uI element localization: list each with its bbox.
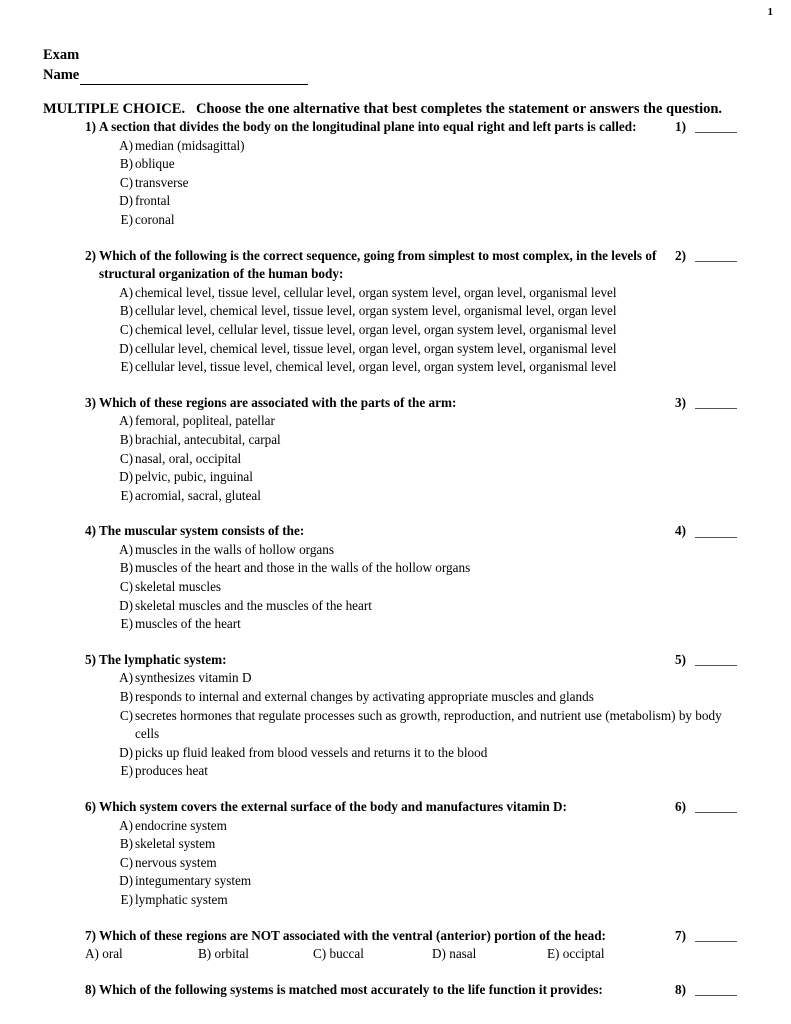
option-item[interactable] (118, 174, 736, 193)
question-body (0, 927, 791, 965)
question-number: 1) (85, 119, 96, 134)
option-letter: D) (119, 340, 133, 356)
option-item[interactable] (118, 155, 736, 174)
question-item (0, 247, 791, 377)
question-item (0, 651, 791, 781)
question-number: 8) (85, 982, 96, 998)
question-text: Which of these regions are associated with the parts of the arm: (99, 394, 457, 410)
question-item (0, 798, 791, 910)
answer-blank-line[interactable] (695, 526, 737, 538)
option-text: chemical level, tissue level, cellular level, organ system level, organ level, organismal level (135, 284, 617, 300)
option-letter: D) (119, 744, 133, 760)
option-letter: C) (119, 854, 133, 870)
option-letter: E) (120, 359, 133, 375)
question-number: 4) (85, 523, 96, 539)
question-stem (85, 981, 659, 1000)
option-letter: B) (198, 946, 212, 962)
option-letter: A) (85, 946, 99, 962)
option-letter: B) (119, 836, 133, 852)
instructions-line (43, 100, 722, 118)
option-item[interactable] (118, 891, 736, 910)
question-item (0, 118, 791, 230)
option-text: produces heat (135, 763, 208, 779)
option-item[interactable] (118, 835, 736, 854)
option-item[interactable] (118, 669, 736, 688)
option-text: skeletal muscles and the muscles of the heart (135, 597, 372, 613)
option-item[interactable] (118, 450, 736, 469)
option-text: responds to internal and external changes by activating appropriate muscles and glands (135, 689, 594, 705)
option-letter: B) (119, 560, 133, 576)
options-list (85, 284, 736, 377)
question-stem (85, 247, 659, 284)
option-item[interactable] (118, 487, 736, 506)
option-text: nervous system (135, 854, 217, 870)
question-number: 6) (85, 799, 96, 814)
option-item[interactable] (118, 578, 736, 597)
option-item[interactable] (118, 597, 736, 616)
instructions-heading: MULTIPLE CHOICE. (43, 101, 186, 117)
option-letter: C) (119, 450, 133, 466)
option-item[interactable] (313, 945, 364, 964)
option-item[interactable] (118, 854, 736, 873)
option-letter: A) (119, 137, 133, 153)
option-item[interactable] (118, 340, 736, 359)
option-letter: A) (119, 413, 133, 429)
question-stem (85, 118, 659, 137)
option-letter: B) (119, 431, 133, 447)
option-item[interactable] (118, 412, 736, 431)
option-item[interactable] (118, 431, 736, 450)
question-number: 3) (85, 394, 96, 410)
option-text: skeletal muscles (135, 579, 222, 595)
option-letter: D) (119, 193, 133, 209)
option-text: median (midsagittal) (135, 137, 245, 153)
answer-blank-line[interactable] (695, 930, 737, 942)
option-text: cellular level, tissue level, chemical level, organ level, organ system level, organismal level (135, 359, 617, 375)
option-text: nasal (449, 946, 477, 962)
option-item[interactable] (118, 358, 736, 377)
name-input-line[interactable] (80, 71, 308, 85)
option-letter: E) (120, 891, 133, 907)
option-text: oblique (135, 156, 175, 172)
question-body (0, 981, 791, 1000)
page-number: 1 (767, 6, 773, 18)
answer-blank[interactable] (675, 247, 737, 266)
option-letter: E) (120, 487, 133, 503)
question-body (0, 247, 791, 377)
option-text: nasal, oral, occipital (135, 450, 242, 466)
option-letter: B) (119, 156, 133, 172)
question-text: The muscular system consists of the: (99, 523, 305, 539)
option-text: skeletal system (135, 836, 216, 852)
option-letter: E) (547, 946, 560, 962)
option-item[interactable] (118, 137, 736, 156)
option-letter: C) (313, 946, 327, 962)
answer-blank-line[interactable] (695, 250, 737, 262)
option-letter: C) (119, 321, 133, 337)
option-letter: B) (119, 689, 133, 705)
option-item[interactable] (118, 541, 736, 560)
option-letter: C) (119, 707, 133, 723)
question-body (0, 522, 791, 634)
question-stem (85, 522, 659, 541)
option-text: orbital (214, 946, 249, 962)
question-stem (85, 394, 659, 413)
options-row (85, 945, 736, 964)
question-text: A section that divides the body on the longitudinal plane into equal right and left parts is called: (99, 119, 637, 134)
option-text: oral (102, 946, 123, 962)
option-item[interactable] (118, 559, 736, 578)
option-text: secretes hormones that regulate processes such as growth, reproduction, and nutrient use (metabolism) by body cells (135, 707, 722, 742)
exam-label-row (43, 45, 443, 65)
option-text: transverse (135, 174, 189, 190)
option-text: occiptal (562, 946, 605, 962)
option-letter: E) (120, 211, 133, 227)
option-item[interactable] (118, 707, 736, 744)
option-text: muscles of the heart (135, 616, 241, 632)
option-item[interactable] (85, 945, 123, 964)
instructions-text: Choose the one alternative that best completes the statement or answers the question. (195, 101, 723, 117)
question-item (0, 927, 791, 965)
question-text: Which of the following is the correct sequence, going from simplest to most complex, in the levels of structural organization of the human body: (99, 247, 657, 282)
exam-header (43, 45, 443, 85)
question-stem (85, 798, 659, 817)
exam-label: Exam (43, 47, 80, 63)
option-item[interactable] (118, 468, 736, 487)
option-text: acromial, sacral, gluteal (135, 487, 261, 503)
answer-blank-number: 4) (675, 523, 686, 539)
option-text: muscles of the heart and those in the walls of the hollow organs (135, 560, 471, 576)
question-item (0, 522, 791, 634)
question-body (0, 394, 791, 506)
option-item[interactable] (198, 945, 249, 964)
option-item[interactable] (118, 762, 736, 781)
option-item[interactable] (118, 284, 736, 303)
option-letter: A) (119, 817, 133, 833)
option-letter: D) (119, 597, 133, 613)
option-text: endocrine system (135, 817, 227, 833)
question-item (0, 981, 791, 1000)
option-text: pelvic, pubic, inguinal (135, 469, 253, 485)
option-letter: E) (120, 616, 133, 632)
answer-blank[interactable] (675, 981, 737, 1000)
option-letter: B) (119, 303, 133, 319)
answer-blank[interactable] (675, 798, 737, 817)
name-label: Name (43, 67, 80, 83)
option-item[interactable] (118, 211, 736, 230)
name-field-row (43, 65, 443, 85)
option-text: picks up fluid leaked from blood vessels and returns it to the blood (135, 744, 488, 760)
question-body (0, 798, 791, 910)
answer-blank-line[interactable] (695, 654, 737, 666)
options-list (85, 137, 736, 230)
option-text: lymphatic system (135, 891, 228, 907)
option-letter: A) (119, 541, 133, 557)
answer-blank-line[interactable] (695, 121, 737, 133)
option-text: chemical level, cellular level, tissue level, organ level, organ system level, organismal level (135, 321, 617, 337)
option-text: cellular level, chemical level, tissue level, organ level, organ system level, organismal level (135, 340, 617, 356)
option-text: buccal (329, 946, 364, 962)
answer-blank-number: 1) (675, 119, 686, 134)
question-stem (85, 651, 659, 670)
option-letter: D) (119, 469, 133, 485)
answer-blank-number: 8) (675, 982, 686, 998)
option-text: muscles in the walls of hollow organs (135, 541, 335, 557)
answer-blank-number: 5) (675, 651, 686, 667)
question-body (0, 118, 791, 230)
answer-blank[interactable] (675, 522, 737, 541)
options-list (85, 817, 736, 910)
option-item[interactable] (118, 688, 736, 707)
question-text: Which of these regions are NOT associated with the ventral (anterior) portion of the head: (99, 927, 606, 943)
answer-blank-number: 2) (675, 247, 686, 263)
question-body (0, 651, 791, 781)
option-text: femoral, popliteal, patellar (135, 413, 275, 429)
option-text: brachial, antecubital, carpal (135, 431, 281, 447)
options-list (85, 669, 736, 781)
option-letter: A) (119, 670, 133, 686)
question-number: 7) (85, 927, 96, 943)
option-text: coronal (135, 211, 175, 227)
option-letter: C) (119, 579, 133, 595)
answer-blank-line[interactable] (695, 984, 737, 996)
answer-blank[interactable] (675, 394, 737, 413)
answer-blank-line[interactable] (695, 397, 737, 409)
question-text: Which of the following systems is matched most accurately to the life function it provides: (99, 982, 603, 998)
option-letter: D) (432, 946, 446, 962)
option-letter: A) (119, 284, 133, 300)
option-item[interactable] (118, 817, 736, 836)
answer-blank-number: 3) (675, 394, 686, 410)
answer-blank[interactable] (675, 118, 737, 137)
answer-blank-line[interactable] (695, 801, 737, 813)
option-letter: C) (119, 174, 133, 190)
option-text: cellular level, chemical level, tissue level, organ system level, organismal level, organ level (135, 303, 617, 319)
answer-blank[interactable] (675, 651, 737, 670)
option-item[interactable] (432, 945, 476, 964)
answer-blank-number: 6) (675, 799, 686, 814)
question-item (0, 394, 791, 506)
option-text: frontal (135, 193, 171, 209)
question-text: The lymphatic system: (99, 651, 227, 667)
question-number: 5) (85, 651, 96, 667)
option-item[interactable] (118, 302, 736, 321)
option-item[interactable] (118, 872, 736, 891)
option-item[interactable] (118, 321, 736, 340)
option-item[interactable] (118, 744, 736, 763)
option-text: synthesizes vitamin D (135, 670, 252, 686)
answer-blank-number: 7) (675, 927, 686, 943)
option-letter: E) (120, 763, 133, 779)
options-list (85, 541, 736, 634)
option-item[interactable] (118, 192, 736, 211)
question-stem (85, 927, 659, 946)
questions-list (0, 118, 791, 1017)
option-item[interactable] (547, 945, 605, 964)
question-number: 2) (85, 247, 96, 263)
option-text: integumentary system (135, 873, 252, 889)
option-letter: D) (119, 873, 133, 889)
options-list (85, 412, 736, 505)
answer-blank[interactable] (675, 927, 737, 946)
option-item[interactable] (118, 615, 736, 634)
question-text: Which system covers the external surface of the body and manufactures vitamin D: (99, 799, 567, 814)
